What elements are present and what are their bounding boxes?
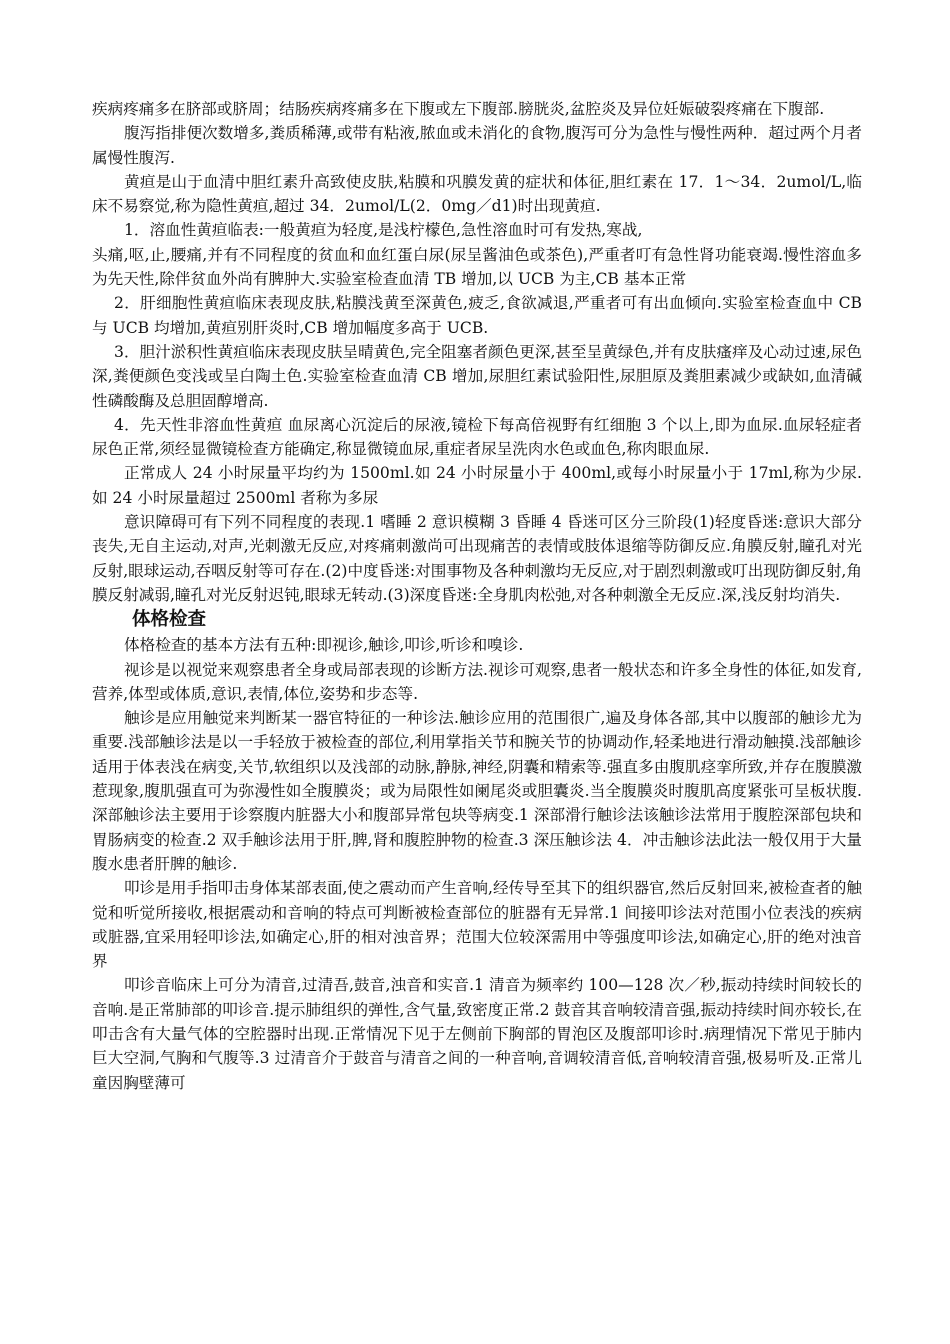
paragraph: 疾病疼痛多在脐部或脐周；结肠疾病疼痛多在下腹或左下腹部.膀胱炎,盆腔炎及异位妊娠破裂疼痛在下腹部.: [92, 100, 825, 118]
paragraph: 黄疸是山于血清中胆红素升高致使皮肤,粘膜和巩膜发黄的症状和体征,胆红素在 17．1～34．2umol/L,临床不易察觉,称为隐性黄疸,超过 34．2umol/L(2．0mg／d1)时出现黄疸.: [92, 172, 862, 216]
section-heading: 体格检查: [132, 609, 207, 631]
paragraph: 4．先天性非溶血性黄疸 血尿离心沉淀后的尿液,镜检下每高倍视野有红细胞 3 个以上,即为血尿.血尿轻症者尿色正常,须经显微镜检查方能确定,称显微镜血尿,重症者尿呈洗肉水色或血色,称肉眼血尿.: [92, 415, 862, 459]
paragraph: 叩诊音临床上可分为清音,过清吾,鼓音,浊音和实音.1 清音为频率约 100—128 次／秒,振动持续时间较长的音响.是正常肺部的叩诊音.提示肺组织的弹性,含气量,致密度正常.2 鼓音其音响较清音强,振动持续时间亦较长,在叩击含有大量气体的空腔器时出现.正常情况下见于左侧前下胸部的胃泡区及腹部叩诊时.病理情况下常见于肺内巨大空洞,气胸和气腹等.3 过清音介于鼓音与清音之间的一种音响,音调较清音低,音响较清音强,极易听及.正常儿童因胸壁薄可: [92, 976, 862, 1092]
paragraph: 正常成人 24 小时尿量平均约为 1500ml.如 24 小时尿量小于 400ml,或每小时尿量小于 17ml,称为少尿.如 24 小时尿量超过 2500ml 者称为多尿: [92, 464, 862, 507]
paragraph: 视诊是以视觉来观察患者全身或局部表现的诊断方法.视诊可观察,患者一般状态和许多全身性的体征,如发育,营养,体型或体质,意识,表情,体位,姿势和步态等.: [92, 660, 862, 703]
paragraph: 3．胆汁淤积性黄疸临床表现皮肤呈晴黄色,完全阻塞者颜色更深,甚至呈黄绿色,并有皮肤瘙痒及心动过速,尿色深,粪便颜色变浅或呈白陶土色.实验室检查血清 CB 增加,尿胆红素试验阳性,尿胆原及粪胆素减少或缺如,血清碱性磷酸酶及总胆固醇增高.: [92, 342, 862, 410]
paragraph: 头痛,呕,止,腰痛,并有不同程度的贫血和血红蛋白尿(尿呈酱油色或茶色),严重者叮有急性肾功能衰竭.慢性溶血多为先天性,除伴贫血外尚有脾肿大.实验室检查血清 TB 增加,以 UCB 为主,CB 基本正常: [92, 245, 862, 289]
paragraph: 叩诊是用手指叩击身体某部表面,使之震动而产生音响,经传导至其下的组织器官,然后反射回来,被检查者的触觉和听觉所接收,根据震动和音响的特点可判断被检查部位的脏器有无异常.1 间接叩诊法对范围小位表浅的疾病或脏器,宜采用轻叩诊法,如确定心,肝的相对浊音界；范围大位较深需用中等强度叩诊法,如确定心,肝的绝对浊音界: [92, 879, 862, 971]
paragraph: 1．溶血性黄疸临表:一般黄疸为轻度,是浅柠檬色,急性溶血时可有发热,寒战,: [124, 221, 643, 240]
document-body: [92, 97, 862, 1095]
paragraph: 体格检查的基本方法有五种:即视诊,触诊,叩诊,听诊和嗅诊.: [124, 636, 524, 655]
paragraph: 腹泻指排便次数增多,粪质稀薄,或带有粘液,脓血或未消化的食物,腹泻可分为急性与慢性两种．超过两个月者属慢性腹泻.: [92, 124, 862, 167]
paragraph: 2．肝细胞性黄疸临床表现皮肤,粘膜浅黄至深黄色,疲乏,食欲减退,严重者可有出血倾向.实验室检查血中 CB 与 UCB 均增加,黄疸别肝炎时,CB 增加幅度多高于 UCB.: [92, 294, 862, 337]
paragraph: 触诊是应用触觉来判断某一器官特征的一种诊法.触诊应用的范围很广,遍及身体各部,其中以腹部的触诊尤为重要.浅部触诊法是以一手轻放于被检查的部位,利用掌指关节和腕关节的协调动作,轻柔地进行滑动触摸.浅部触诊适用于体表浅在病变,关节,软组织以及浅部的动脉,静脉,神经,阴囊和精索等.强直多由腹肌痉挛所致,并存在腹膜激惹现象,腹肌强直可为弥漫性如全腹膜炎；或为局限性如阑尾炎或胆囊炎.当全腹膜炎时腹肌高度紧张可呈板状腹.深部触诊法主要用于诊察腹内脏器大小和腹部异常包块等病变.1 深部滑行触诊法该触诊法常用于腹腔深部包块和胃肠病变的检查.2 双手触诊法用于肝,脾,肾和腹腔肿物的检查.3 深压触诊法 4．冲击触诊法此法一般仅用于大量腹水患者肝脾的触诊.: [92, 709, 862, 873]
paragraph: 意识障碍可有下列不同程度的表现.1 嗜睡 2 意识模糊 3 昏睡 4 昏迷可区分三阶段(1)轻度昏迷:意识大部分丧失,无自主运动,对声,光刺激无反应,对疼痛刺激尚可出现痛苦的表情或肢体退缩等防御反应.角膜反射,瞳孔对光反射,眼球运动,吞咽反射等可存在.(2)中度昏迷:对围事物及各种刺激均无反应,对于剧烈刺激或叮出现防御反射,角膜反射减弱,瞳孔对光反射迟钝,眼球无转动.(3)深度昏迷:全身肌肉松弛,对各种刺激全无反应.深,浅反射均消失.: [92, 513, 862, 604]
